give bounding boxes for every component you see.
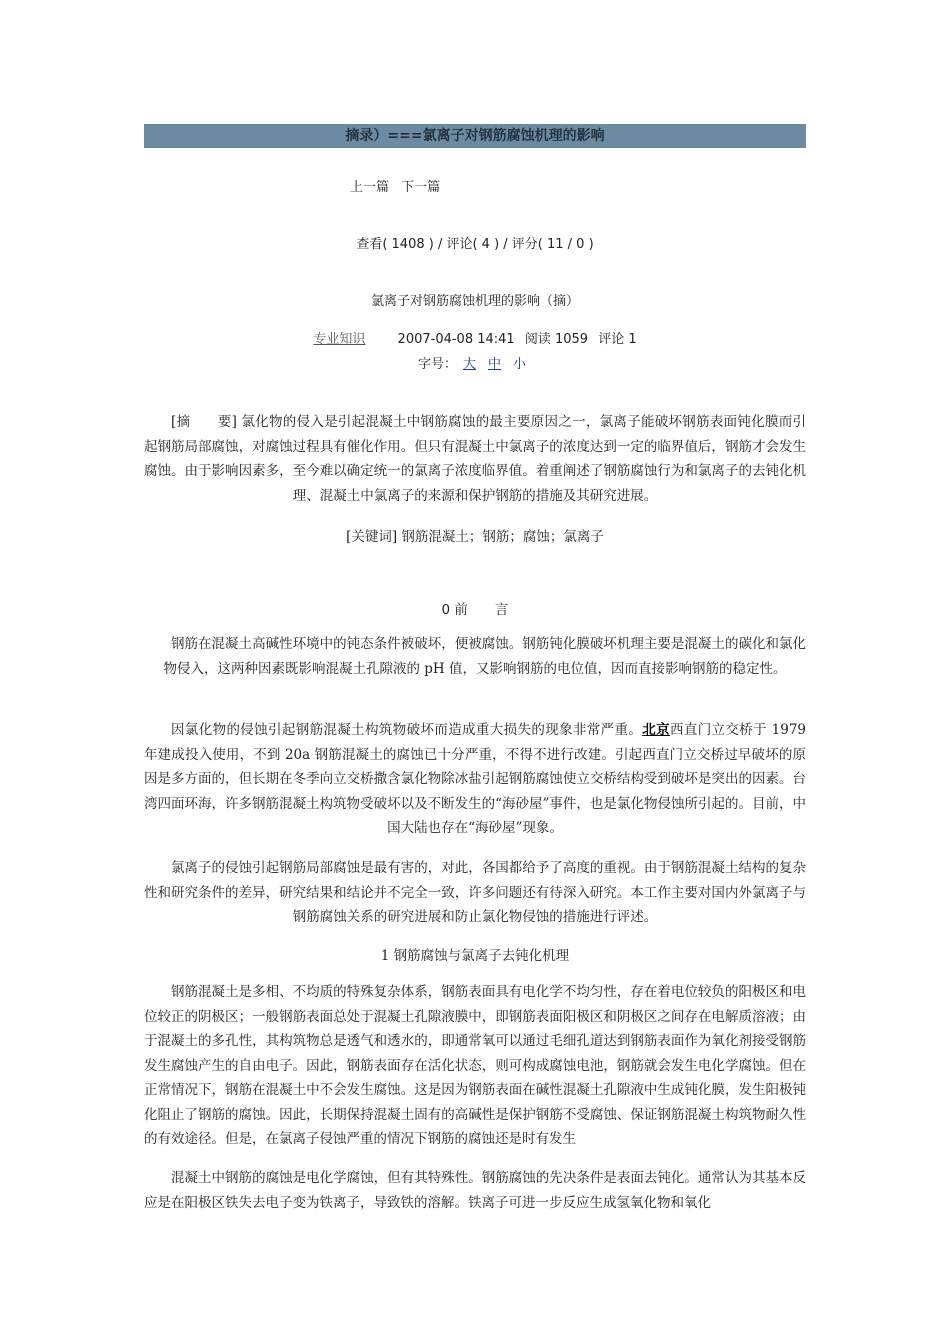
body-paragraph-2: [144, 718, 806, 841]
section-heading-0: 0 前 言: [441, 602, 509, 618]
article-stats: 查看( 1408 ) / 评论( 4 ) / 评分( 11 / 0 ): [356, 237, 594, 252]
p2-text-post: 西直门立交桥于 1979 年建成投入使用，不到 20a 钢筋混凝土的腐蚀已十分严重，不得不进行改建。引起西直门立交桥过早破坏的原因是多方面的，但长期在冬季向立交桥撒含氯化物除冰盐引起钢筋腐蚀使立交桥结构受到破坏是突出的因素。台湾四面环海，许多钢筋混凝土构筑物受破坏以及不断发生的“海砂屋”事件，也是氯化物侵蚀所引起的。目前，中国大陆也存在“海砂屋”现象。: [144, 722, 807, 836]
read-count: 阅读 1059: [524, 332, 589, 347]
beijing-link[interactable]: 北京: [642, 722, 670, 738]
comment-count: 评论 1: [598, 332, 637, 347]
font-medium-link[interactable]: 中: [488, 357, 502, 372]
font-size-switcher: [144, 353, 806, 372]
font-size-label: 字号：: [417, 357, 457, 372]
article-nav: [350, 176, 448, 195]
body-paragraph-4: 钢筋混凝土是多相、不均质的特殊复杂体系，钢筋表面具有电化学不均匀性，存在着电位较负的阳极区和电位较正的阴极区；一般钢筋表面总处于混凝土孔隙液膜中，即钢筋表面阳极区和阴极区之间存在电解质溶液；由于混凝土的多孔性，其构筑物总是透气和透水的，即通常氧可以通过毛细孔道达到钢筋表面作为氧化剂接受钢筋发生腐蚀产生的自由电子。因此，钢筋表面存在活化状态，则可构成腐蚀电池，钢筋就会发生电化学腐蚀。但在正常情况下，钢筋在混凝土中不会发生腐蚀。这是因为钢筋表面在碱性混凝土孔隙液中生成钝化膜，发生阳极钝化阻止了钢筋的腐蚀。因此，长期保持混凝土固有的高碱性是保护钢筋不受腐蚀、保证钢筋混凝土构筑物耐久性的有效途径。但是，在氯离子侵蚀严重的情况下钢筋的腐蚀还是时有发生: [144, 984, 806, 1147]
body-paragraph-3: 氯离子的侵蚀引起钢筋局部腐蚀是最有害的，对此，各国都给予了高度的重视。由于钢筋混凝土结构的复杂性和研究条件的差异，研究结果和结论并不完全一致，许多问题还有待深入研究。本工作主要对国内外氯离子与钢筋腐蚀关系的研究进展和防止氯化物侵蚀的措施进行评述。: [144, 860, 806, 925]
category-link[interactable]: 专业知识: [313, 332, 366, 347]
abstract-paragraph: [摘 要] 氯化物的侵入是引起混凝土中钢筋腐蚀的最主要原因之一，氯离子能破坏钢筋表面钝化膜而引起钢筋局部腐蚀，对腐蚀过程具有催化作用。但只有混凝土中氯离子的浓度达到一定的临界值后，钢筋才会发生腐蚀。由于影响因素多，至今难以确定统一的氯离子浓度临界值。着重阐述了钢筋腐蚀行为和氯离子的去钝化机理、混凝土中氯离子的来源和保护钢筋的措施及其研究进展。: [144, 414, 806, 504]
article-heading: 氯离子对钢筋腐蚀机理的影响（摘）: [370, 294, 579, 309]
section-heading-1: 1 钢筋腐蚀与氯离子去钝化机理: [380, 948, 570, 964]
article-title-bar: 摘录）===氯离子对钢筋腐蚀机理的影响: [144, 124, 806, 148]
next-article-link[interactable]: 下一篇: [401, 180, 441, 195]
body-paragraph-5: 混凝土中钢筋的腐蚀是电化学腐蚀，但有其特殊性。钢筋腐蚀的先决条件是表面去钝化。通常认为其基本反应是在阳极区铁失去电子变为铁离子，导致铁的溶解。铁离子可进一步反应生成氢氧化物和氧化: [144, 1170, 806, 1211]
prev-article-link[interactable]: 上一篇: [350, 180, 390, 195]
article-meta: [144, 328, 806, 347]
keywords-line: [关键词] 钢筋混凝土；钢筋；腐蚀；氯离子: [346, 529, 604, 545]
font-large-link[interactable]: 大: [462, 357, 476, 372]
font-small-link[interactable]: 小: [513, 357, 527, 372]
publish-datetime: 2007-04-08 14:41: [397, 332, 515, 347]
p2-text-pre: 因氯化物的侵蚀引起钢筋混凝土构筑物破坏而造成重大损失的现象非常严重。: [171, 722, 643, 738]
body-paragraph-1: 钢筋在混凝土高碱性环境中的钝态条件被破坏，便被腐蚀。钢筋钝化膜破坏机理主要是混凝土的碳化和氯化物侵入，这两种因素既影响混凝土孔隙液的 pH 值，又影响钢筋的电位值，因而直接影响钢筋的稳定性。: [163, 636, 806, 677]
